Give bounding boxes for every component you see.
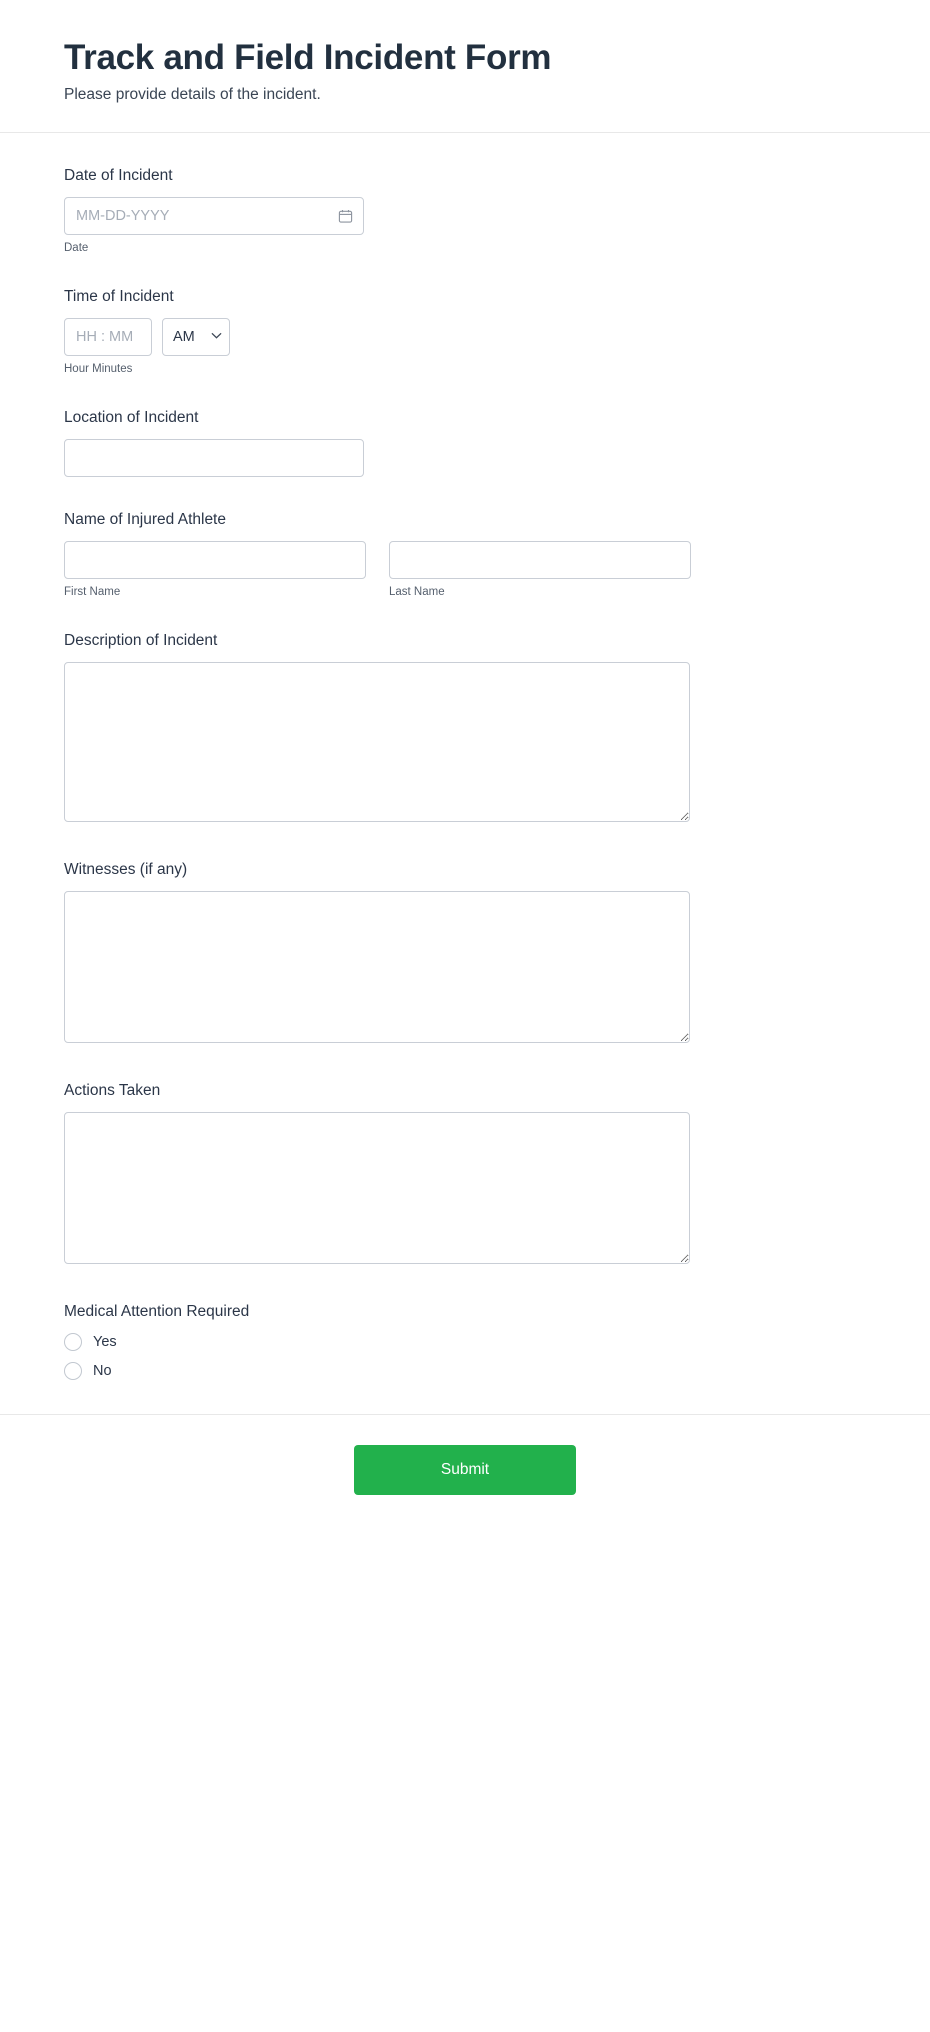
field-label-description: Description of Incident xyxy=(64,632,218,650)
page-title: Track and Field Incident Form xyxy=(64,38,552,77)
name-row xyxy=(64,541,866,598)
field-location-of-incident xyxy=(64,409,866,477)
description-textarea[interactable] xyxy=(64,662,690,822)
field-description-of-incident xyxy=(64,632,866,827)
last-name-col xyxy=(389,541,691,598)
location-input[interactable] xyxy=(64,439,364,477)
field-label-medical: Medical Attention Required xyxy=(64,1303,250,1321)
field-witnesses xyxy=(64,861,866,1048)
form-footer xyxy=(0,1414,930,1535)
radio-circle-icon[interactable] xyxy=(64,1333,82,1351)
radio-label-yes: Yes xyxy=(93,1334,117,1351)
witnesses-textarea[interactable] xyxy=(64,891,690,1043)
first-name-col xyxy=(64,541,366,598)
last-name-input[interactable] xyxy=(389,541,691,579)
first-name-input[interactable] xyxy=(64,541,366,579)
field-athlete-name xyxy=(64,511,866,598)
form-header xyxy=(0,0,930,133)
date-input[interactable] xyxy=(64,197,364,235)
time-input[interactable] xyxy=(64,318,152,356)
field-label-location: Location of Incident xyxy=(64,409,199,427)
date-sub-label: Date xyxy=(64,242,89,255)
field-label-date: Date of Incident xyxy=(64,167,173,185)
radio-option-yes[interactable] xyxy=(64,1333,866,1351)
first-name-sub-label: First Name xyxy=(64,586,121,599)
last-name-sub-label: Last Name xyxy=(389,586,445,599)
page-subtitle: Please provide details of the incident. xyxy=(64,86,321,104)
field-actions-taken xyxy=(64,1082,866,1269)
field-time-of-incident xyxy=(64,288,866,375)
time-input-row xyxy=(64,318,866,356)
time-sub-label: Hour Minutes xyxy=(64,363,133,376)
field-medical-attention xyxy=(64,1303,866,1380)
field-date-of-incident xyxy=(64,167,866,254)
submit-button[interactable]: Submit xyxy=(354,1445,576,1495)
meridiem-select-wrapper xyxy=(162,318,230,356)
radio-circle-icon[interactable] xyxy=(64,1362,82,1380)
field-label-witnesses: Witnesses (if any) xyxy=(64,861,188,879)
radio-label-no: No xyxy=(93,1363,112,1380)
meridiem-select[interactable] xyxy=(162,318,230,356)
field-label-athlete-name: Name of Injured Athlete xyxy=(64,511,226,529)
actions-taken-textarea[interactable] xyxy=(64,1112,690,1264)
field-label-actions: Actions Taken xyxy=(64,1082,161,1100)
radio-option-no[interactable] xyxy=(64,1362,866,1380)
form-body xyxy=(0,133,930,1380)
date-input-wrapper xyxy=(64,197,364,235)
field-label-time: Time of Incident xyxy=(64,288,174,306)
